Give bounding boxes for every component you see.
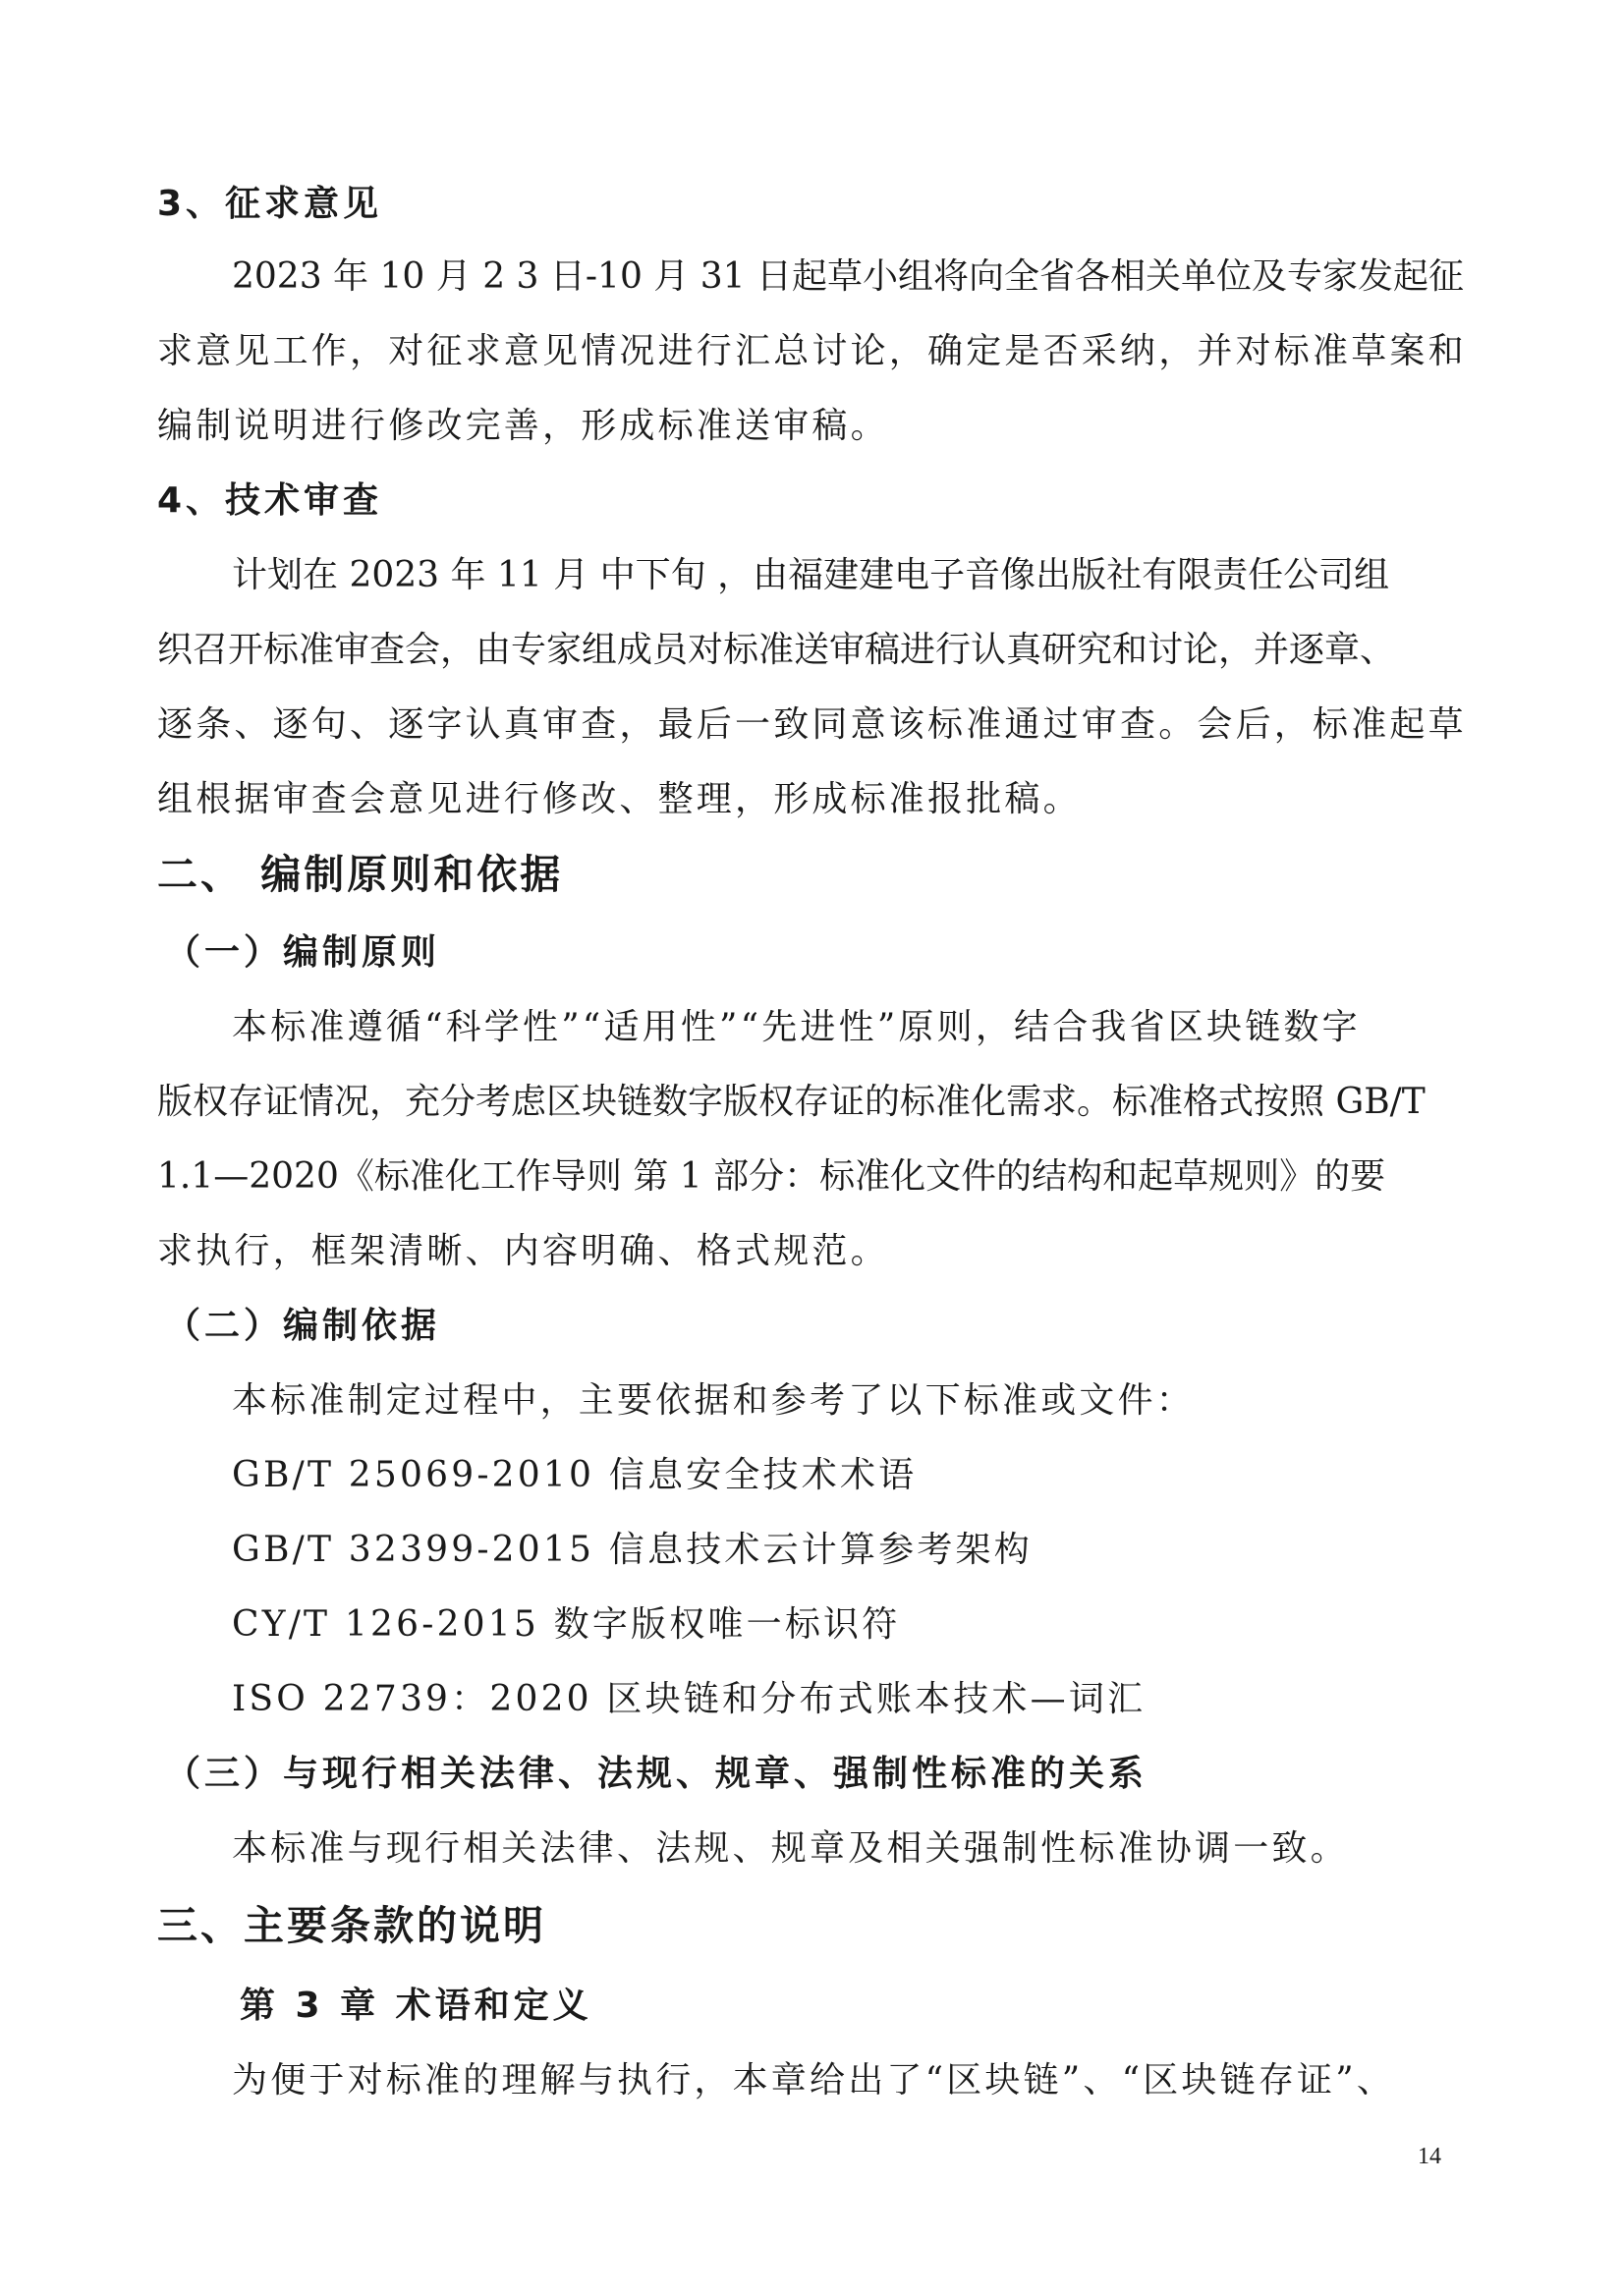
reference-item: GB/T 32399-2015 信息技术云计算参考架构 bbox=[232, 1530, 1033, 1570]
subsection-heading-terms: 第 3 章 术语和定义 bbox=[240, 1986, 592, 2026]
paragraph-line: 编制说明进行修改完善，形成标准送审稿。 bbox=[157, 406, 889, 446]
paragraph-line: 本标准制定过程中，主要依据和参考了以下标准或文件： bbox=[232, 1380, 1196, 1421]
paragraph-line: 组根据审查会意见进行修改、整理，形成标准报批稿。 bbox=[157, 779, 1082, 819]
paragraph-line: 2023 年 10 月 2 3 日-10 月 31 日起草小组将向全省各相关单位及专家发起征 bbox=[232, 256, 1465, 297]
paragraph-line: 版权存证情况，充分考虑区块链数字版权存证的标准化需求。标准格式按照 GB/T bbox=[157, 1082, 1426, 1122]
paragraph-line: 织召开标准审查会，由专家组成员对标准送审稿进行认真研究和讨论，并逐章、 bbox=[157, 630, 1396, 670]
chapter-heading-principles-basis: 二、 编制原则和依据 bbox=[157, 851, 564, 898]
paragraph-line: 为便于对标准的理解与执行，本章给出了“区块链”、“区块链存证”、 bbox=[232, 2060, 1396, 2100]
section-heading-technical-review: 4、技术审查 bbox=[157, 480, 383, 521]
subsection-heading-principles: （一）编制原则 bbox=[165, 932, 441, 973]
paragraph-line: 本标准与现行相关法律、法规、规章及相关强制性标准协调一致。 bbox=[232, 1828, 1349, 1869]
paragraph-line: 计划在 2023 年 11 月 中下旬 ，由福建建电子音像出版社有限责任公司组 bbox=[232, 555, 1390, 595]
paragraph-line: 求执行，框架清晰、内容明确、格式规范。 bbox=[157, 1231, 889, 1271]
reference-item: CY/T 126-2015 数字版权唯一标识符 bbox=[232, 1604, 901, 1645]
section-heading-solicit-opinions: 3、征求意见 bbox=[157, 184, 383, 224]
subsection-heading-relation: （三）与现行相关法律、法规、规章、强制性标准的关系 bbox=[165, 1754, 1148, 1794]
reference-item: ISO 22739：2020 区块链和分布式账本技术—词汇 bbox=[232, 1679, 1147, 1719]
subsection-heading-basis: （二）编制依据 bbox=[165, 1306, 441, 1346]
reference-item: GB/T 25069-2010 信息安全技术术语 bbox=[232, 1455, 918, 1495]
chapter-heading-main-clauses: 三、主要条款的说明 bbox=[157, 1902, 546, 1949]
paragraph-line: 求意见工作，对征求意见情况进行汇总讨论，确定是否采纳，并对标准草案和 bbox=[157, 331, 1467, 371]
paragraph-line: 逐条、逐句、逐字认真审查，最后一致同意该标准通过审查。会后，标准起草 bbox=[157, 704, 1467, 745]
paragraph-line: 本标准遵循“科学性”“适用性”“先进性”原则，结合我省区块链数字 bbox=[232, 1007, 1361, 1047]
paragraph-line: 1.1—2020《标准化工作导则 第 1 部分：标准化文件的结构和起草规则》的要 bbox=[157, 1156, 1386, 1197]
page-number: 14 bbox=[1418, 2144, 1441, 2169]
